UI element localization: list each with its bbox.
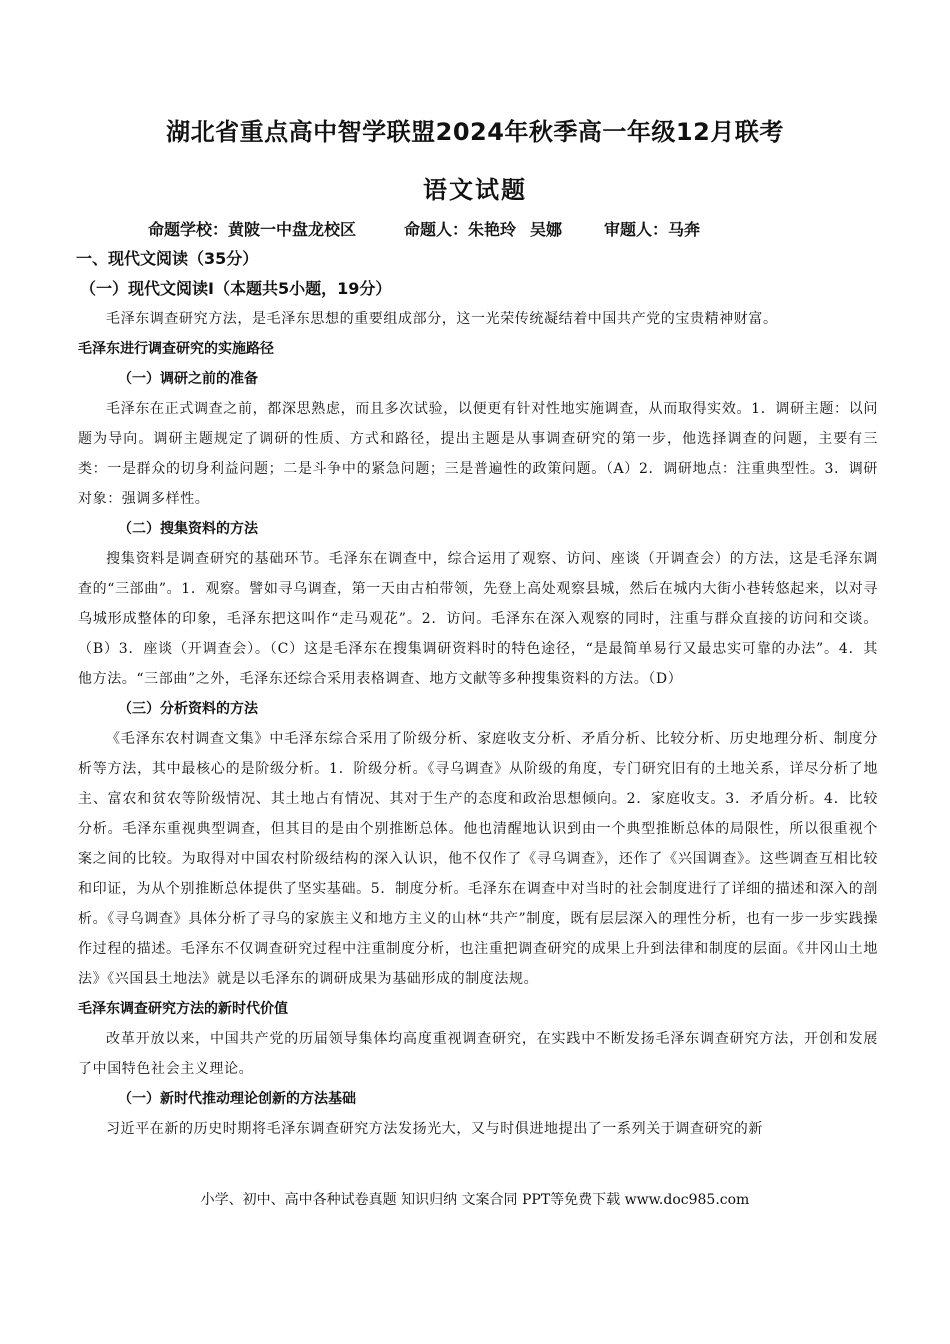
document-body	[78, 244, 878, 1144]
paragraph-reform: 改革开放以来，中国共产党的历届领导集体均高度重视调查研究，在实践中不断发扬毛泽东调查研究方法，开创和发展了中国特色社会主义理论。	[78, 1031, 878, 1077]
subsection-heading: （一）现代文阅读Ⅰ（本题共5小题，19分）	[80, 279, 392, 298]
paragraph-new-era: 习近平在新的历史时期将毛泽东调查研究方法发扬光大，又与时俱进地提出了一系列关于调查研究的新	[106, 1121, 763, 1137]
paragraph-collection: 搜集资料是调查研究的基础环节。毛泽东在调查中，综合运用了观察、访问、座谈（开调查会）的方法，这是毛泽东调查的“三部曲”。1．观察。譬如寻乌调查，第一天由古柏带领，先登上高处观察县城，然后在城内大街小巷转悠起来，以对寻乌城形成整体的印象，毛泽东把这叫作“走马观花”。2．访问。毛泽东在深入观察的同时，注重与群众直接的访问和交谈。（B）3．座谈（开调查会）。（C）这是毛泽东在搜集调研资料时的特色途径，“是最简单易行又最忠实可靠的办法”。4．其他方法。“三部曲”之外，毛泽东还综合采用表格调查、地方文献等多种搜集资料的方法。（D）	[78, 551, 878, 687]
page-title: 湖北省重点高中智学联盟2024年秋季高一年级12月联考	[166, 118, 784, 146]
paragraph-analysis: 《毛泽东农村调查文集》中毛泽东综合采用了阶级分析、家庭收支分析、矛盾分析、比较分析、历史地理分析、制度分析等方法，其中最核心的是阶级分析。1．阶级分析。《寻乌调查》从阶级的角度，专门研究旧有的土地关系，详尽分析了地主、富农和贫农等阶级情况、其土地占有情况、其对于生产的态度和政治思想倾向。2．家庭收支。3．矛盾分析。4．比较分析。毛泽东重视典型调查，但其目的是由个别推断总体。他也清醒地认识到由一个典型推断总体的局限性，所以很重视个案之间的比较。为取得对中国农村阶级结构的深入认识，他不仅作了《寻乌调查》，还作了《兴国调查》。这些调查互相比较和印证，为从个别推断总体提供了坚实基础。5．制度分析。毛泽东在调查中对当时的社会制度进行了详细的描述和深入的剖析。《寻乌调查》具体分析了寻乌的家族主义和地方主义的山林“共产”制度，既有层层深入的理性分析，也有一步一步实践操作过程的描述。毛泽东不仅调查研究过程中注重制度分析，也注重把调查研究的成果上升到法律和制度的层面。《井冈山土地法》《兴国县土地法》就是以毛泽东的调研成果为基础形成的制度法规。	[78, 731, 878, 987]
subheading-preparation: （一）调研之前的准备	[118, 371, 258, 387]
intro-paragraph: 毛泽东调查研究方法，是毛泽东思想的重要组成部分，这一光荣传统凝结着中国共产党的宝贵精神财富。	[106, 311, 778, 327]
school-label: 命题学校：黄陂一中盘龙校区	[148, 220, 357, 239]
heading-implementation: 毛泽东进行调查研究的实施路径	[78, 341, 274, 357]
heading-value: 毛泽东调查研究方法的新时代价值	[78, 1001, 288, 1017]
reviewer-label: 审题人：马奔	[604, 220, 701, 239]
subheading-new-era: （一）新时代推动理论创新的方法基础	[118, 1091, 356, 1107]
section-heading: 一、现代文阅读（35分）	[76, 249, 259, 268]
subheading-collection: （二）搜集资料的方法	[118, 521, 258, 537]
page-subtitle: 语文试题	[423, 176, 527, 204]
author2-label: 吴娜	[530, 220, 563, 239]
paragraph-preparation: 毛泽东在正式调查之前，都深思熟虑，而且多次试验，以便更有针对性地实施调查，从而取得实效。1．调研主题：以问题为导向。调研主题规定了调研的性质、方式和路径，提出主题是从事调查研究的第一步，他选择调查的问题，主要有三类：一是群众的切身利益问题；二是斗争中的紧急问题；三是普遍性的政策问题。（A）2．调研地点：注重典型性。3．调研对象：强调多样性。	[78, 401, 878, 507]
subheading-analysis: （三）分析资料的方法	[118, 701, 258, 717]
page-footer: 小学、初中、高中各种试卷真题 知识归纳 文案合同 PPT等免费下载 www.doc985.com	[200, 1192, 750, 1208]
author-label: 命题人：朱艳玲	[404, 220, 517, 239]
author-line	[148, 217, 848, 240]
